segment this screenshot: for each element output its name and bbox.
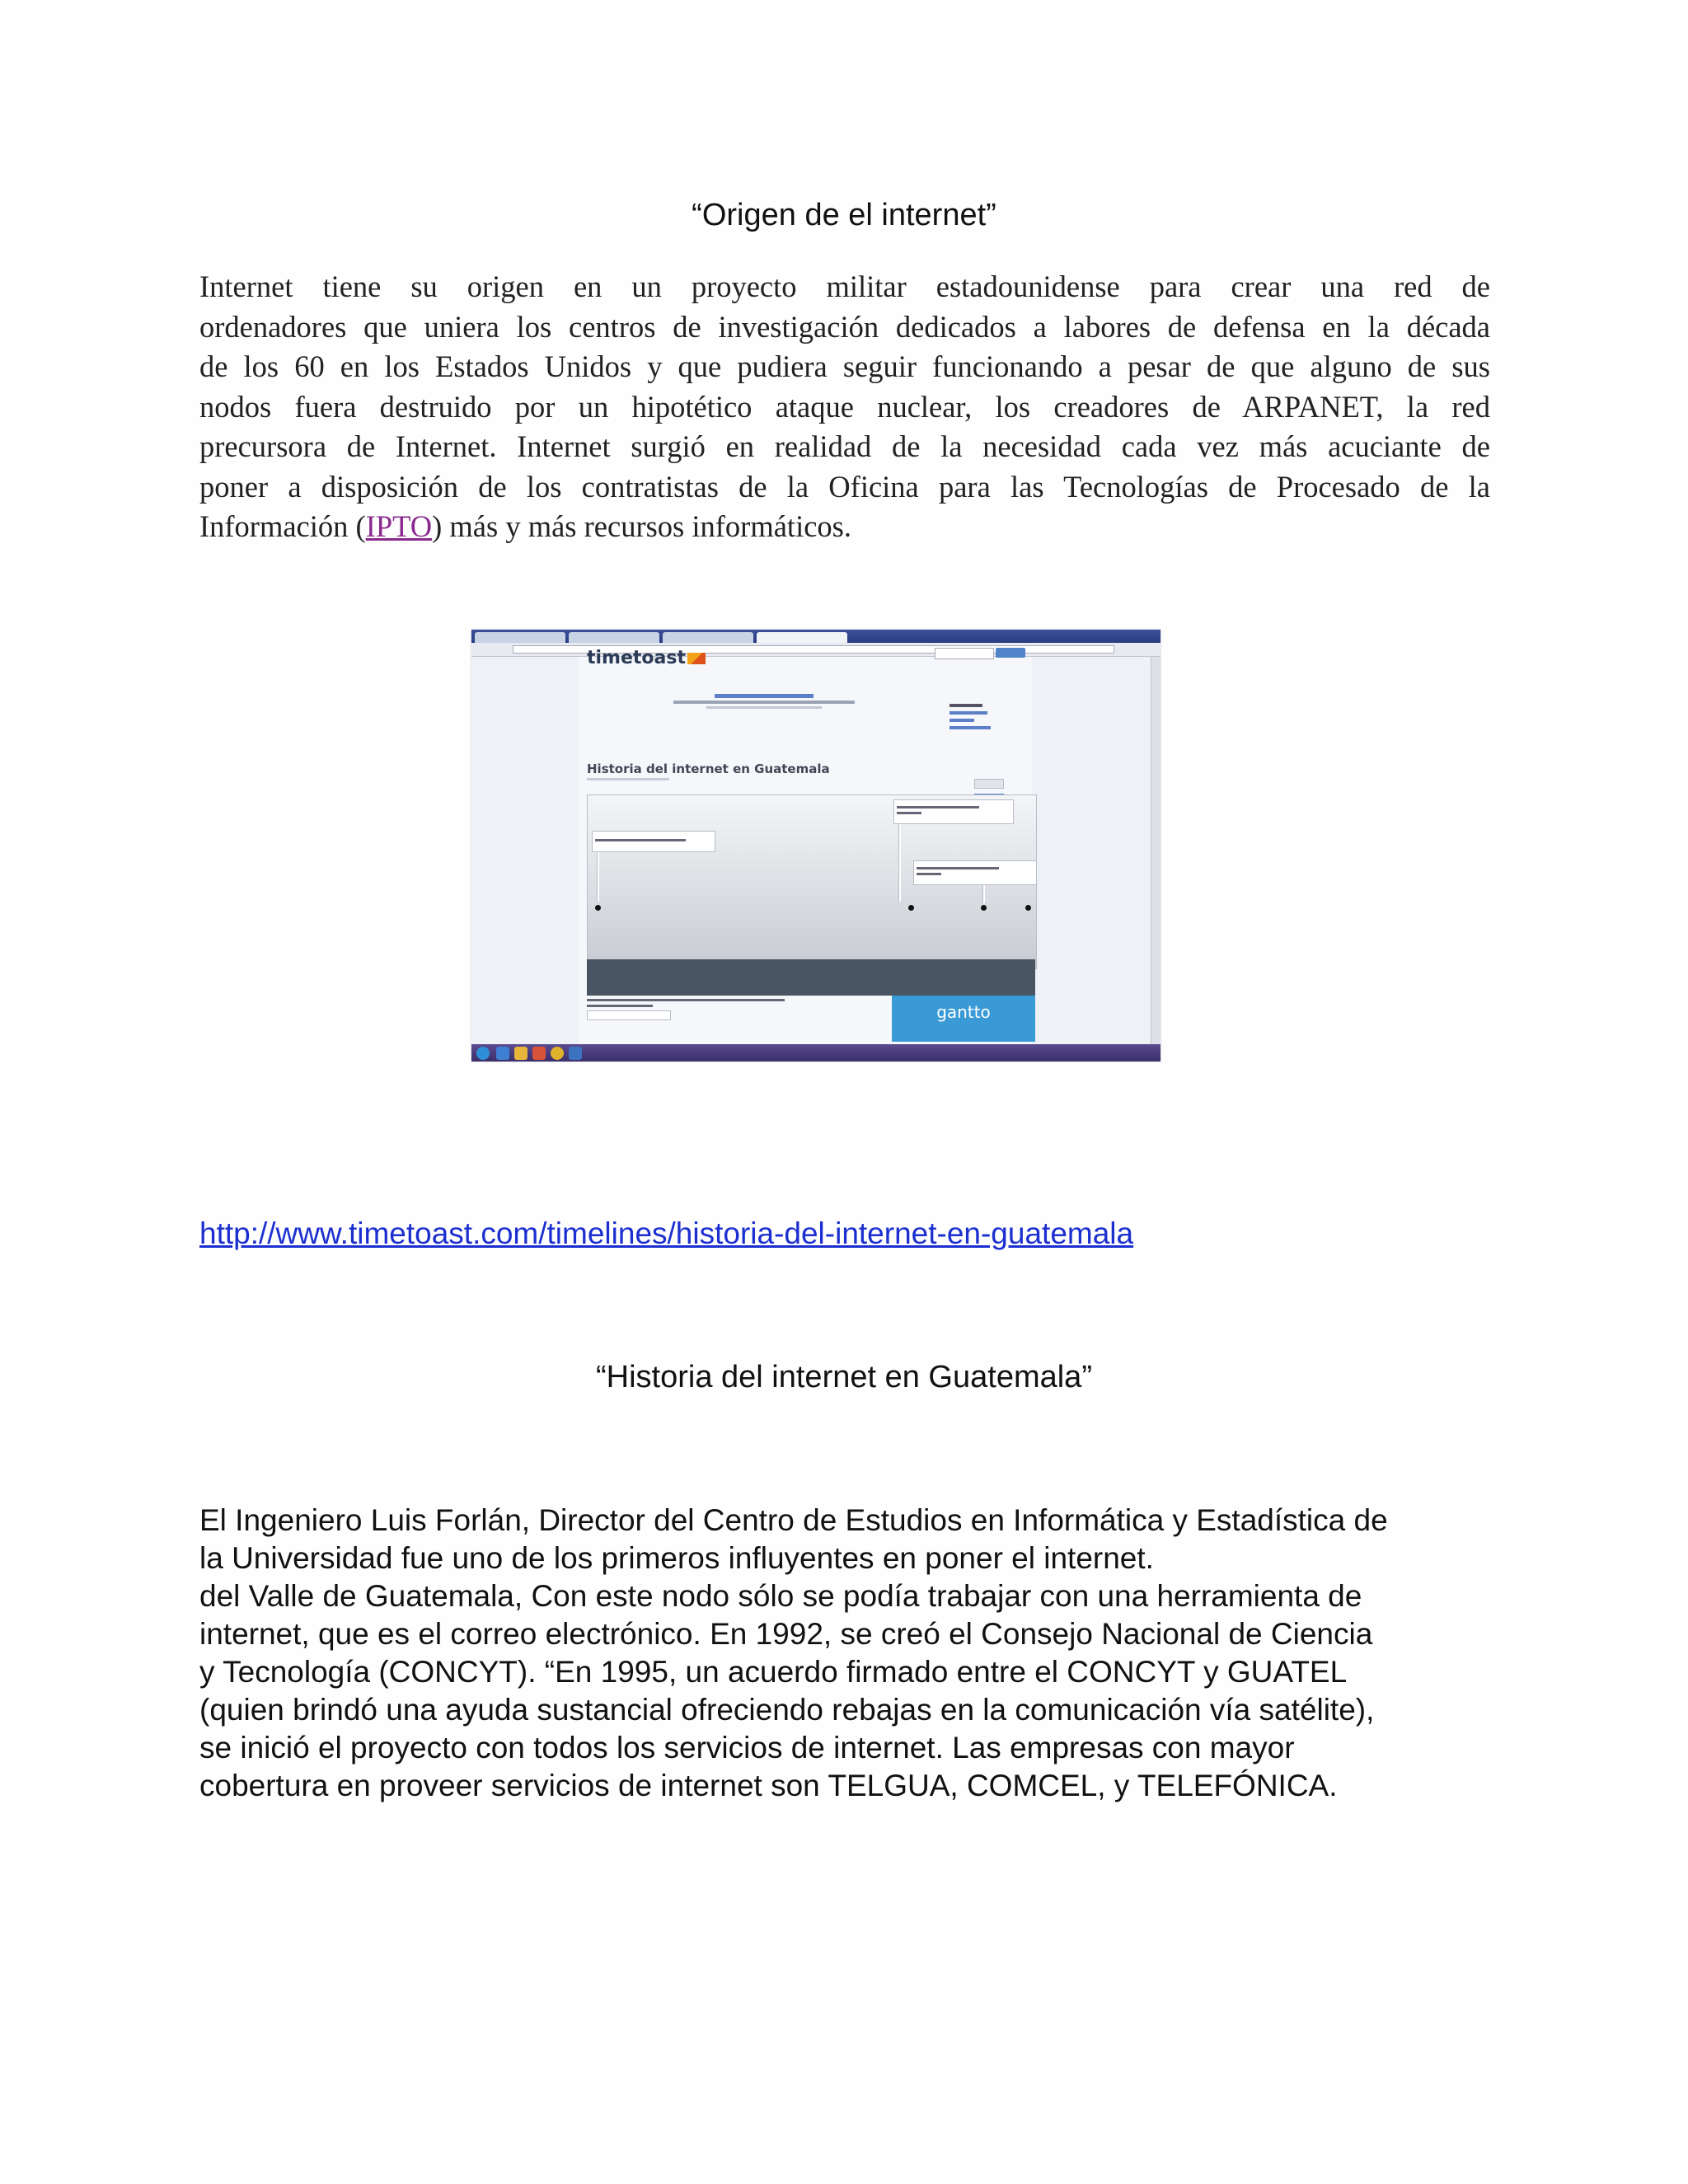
site-search-field bbox=[935, 648, 994, 659]
view-button bbox=[974, 779, 1004, 789]
ipto-link[interactable]: IPTO bbox=[365, 509, 433, 543]
timeline-point bbox=[981, 905, 987, 911]
page-footer-text bbox=[587, 999, 785, 1020]
paragraph-line: del Valle de Guatemala, Con este nodo sólo se podía trabajar con una herramienta de bbox=[199, 1579, 1362, 1613]
welcome-line bbox=[706, 706, 822, 709]
timetoast-url-link[interactable]: http://www.timetoast.com/timelines/historia-del-internet-en-guatemala bbox=[199, 1216, 1134, 1250]
side-link-heading bbox=[950, 704, 982, 707]
paragraph-line-last bbox=[199, 507, 1490, 547]
browser-tab bbox=[475, 632, 565, 643]
timeline-point bbox=[595, 905, 601, 911]
paragraph-historia bbox=[199, 1502, 1510, 1805]
paragraph-line: de los 60 en los Estados Unidos y que pudiera seguir funcionando a pesar de que alguno de sus bbox=[199, 349, 1490, 383]
gantto-ad: gantto bbox=[892, 996, 1035, 1042]
paragraph-line: (quien brindó una ayuda sustancial ofreciendo rebajas en la comunicación vía satélite), bbox=[199, 1693, 1375, 1727]
timeline-axis-bar bbox=[587, 959, 1035, 996]
timeline-point bbox=[908, 905, 914, 911]
footer-input bbox=[587, 1010, 671, 1020]
event-text bbox=[917, 867, 999, 869]
timeline-event-card bbox=[893, 799, 1014, 824]
footer-line bbox=[587, 1005, 653, 1007]
timeline-event-stem bbox=[982, 885, 985, 903]
paragraph-text: ) más y más recursos informáticos. bbox=[432, 509, 851, 543]
windows-taskbar bbox=[471, 1044, 1160, 1062]
browser-tab-bar bbox=[471, 630, 1160, 643]
event-text bbox=[595, 839, 686, 841]
ie-icon bbox=[496, 1047, 509, 1060]
paragraph-line: internet, que es el correo electrónico. En 1992, se creó el Consejo Nacional de Ciencia bbox=[199, 1617, 1373, 1651]
browser-tab bbox=[569, 632, 659, 643]
site-search-button bbox=[996, 648, 1025, 658]
browser-scrollbar bbox=[1151, 657, 1160, 1044]
timeline-subtitle bbox=[587, 778, 669, 780]
browser-tab bbox=[663, 632, 753, 643]
timeline-event-card bbox=[913, 860, 1037, 885]
timeline-view-buttons bbox=[974, 778, 1035, 788]
welcome-banner bbox=[661, 694, 867, 709]
logo-mark-icon bbox=[687, 653, 706, 664]
welcome-line bbox=[673, 701, 855, 704]
timetoast-logo bbox=[587, 648, 706, 668]
paragraph-text: Información ( bbox=[199, 509, 366, 543]
welcome-line bbox=[715, 694, 814, 698]
paragraph-line: y Tecnología (CONCYT). “En 1995, un acuerdo firmado entre el CONCYT y GUATEL bbox=[199, 1655, 1348, 1689]
paragraph-line: poner a disposición de los contratistas de la Oficina para las Tecnologías de Procesado de la bbox=[199, 469, 1490, 504]
paragraph-line: El Ingeniero Luis Forlán, Director del Centro de Estudios en Informática y Estadística de bbox=[199, 1503, 1388, 1537]
paragraph-line: se inició el proyecto con todos los servicios de internet. Las empresas con mayor bbox=[199, 1731, 1295, 1765]
event-text bbox=[897, 806, 979, 808]
paragraph-line: precursora de Internet. Internet surgió en realidad de la necesidad cada vez más acuciante de bbox=[199, 429, 1490, 463]
side-links bbox=[950, 704, 991, 729]
paragraph-line: la Universidad fue uno de los primeros influyentes en poner el internet. bbox=[199, 1541, 1154, 1575]
browser-tab-active bbox=[757, 632, 847, 643]
side-link bbox=[950, 711, 987, 715]
logo-text: timetoast bbox=[587, 648, 686, 668]
section-title-historia: “Historia del internet en Guatemala” bbox=[596, 1360, 1092, 1394]
paragraph-line: ordenadores que uniera los centros de investigación dedicados a labores de defensa en la década bbox=[199, 309, 1490, 344]
timeline-screenshot-image bbox=[471, 630, 1160, 1062]
side-link bbox=[950, 726, 991, 729]
event-text bbox=[917, 873, 941, 875]
media-icon bbox=[532, 1047, 546, 1060]
event-text bbox=[897, 812, 921, 814]
paragraph-line: nodos fuera destruido por un hipotético ataque nuclear, los creadores de ARPANET, la red bbox=[199, 389, 1490, 424]
footer-line bbox=[587, 999, 785, 1001]
paragraph-origen bbox=[199, 267, 1490, 547]
start-icon bbox=[476, 1047, 490, 1060]
side-link bbox=[950, 719, 974, 722]
app-icon bbox=[569, 1047, 582, 1060]
browser-address-bar bbox=[471, 643, 1160, 657]
section-title-origen: “Origen de el internet” bbox=[692, 198, 996, 232]
paragraph-line: cobertura en proveer servicios de internet son TELGUA, COMCEL, y TELEFÓNICA. bbox=[199, 1769, 1338, 1802]
timeline-point bbox=[1025, 905, 1031, 911]
timeline-event-stem bbox=[898, 824, 901, 902]
timeline-event-stem bbox=[597, 852, 599, 902]
timeline-event-card bbox=[592, 831, 715, 852]
timeline-title: Historia del internet en Guatemala bbox=[587, 762, 830, 776]
paragraph-line: Internet tiene su origen en un proyecto militar estadounidense para crear una red de bbox=[199, 269, 1490, 303]
chrome-icon bbox=[551, 1047, 564, 1060]
folder-icon bbox=[514, 1047, 528, 1060]
